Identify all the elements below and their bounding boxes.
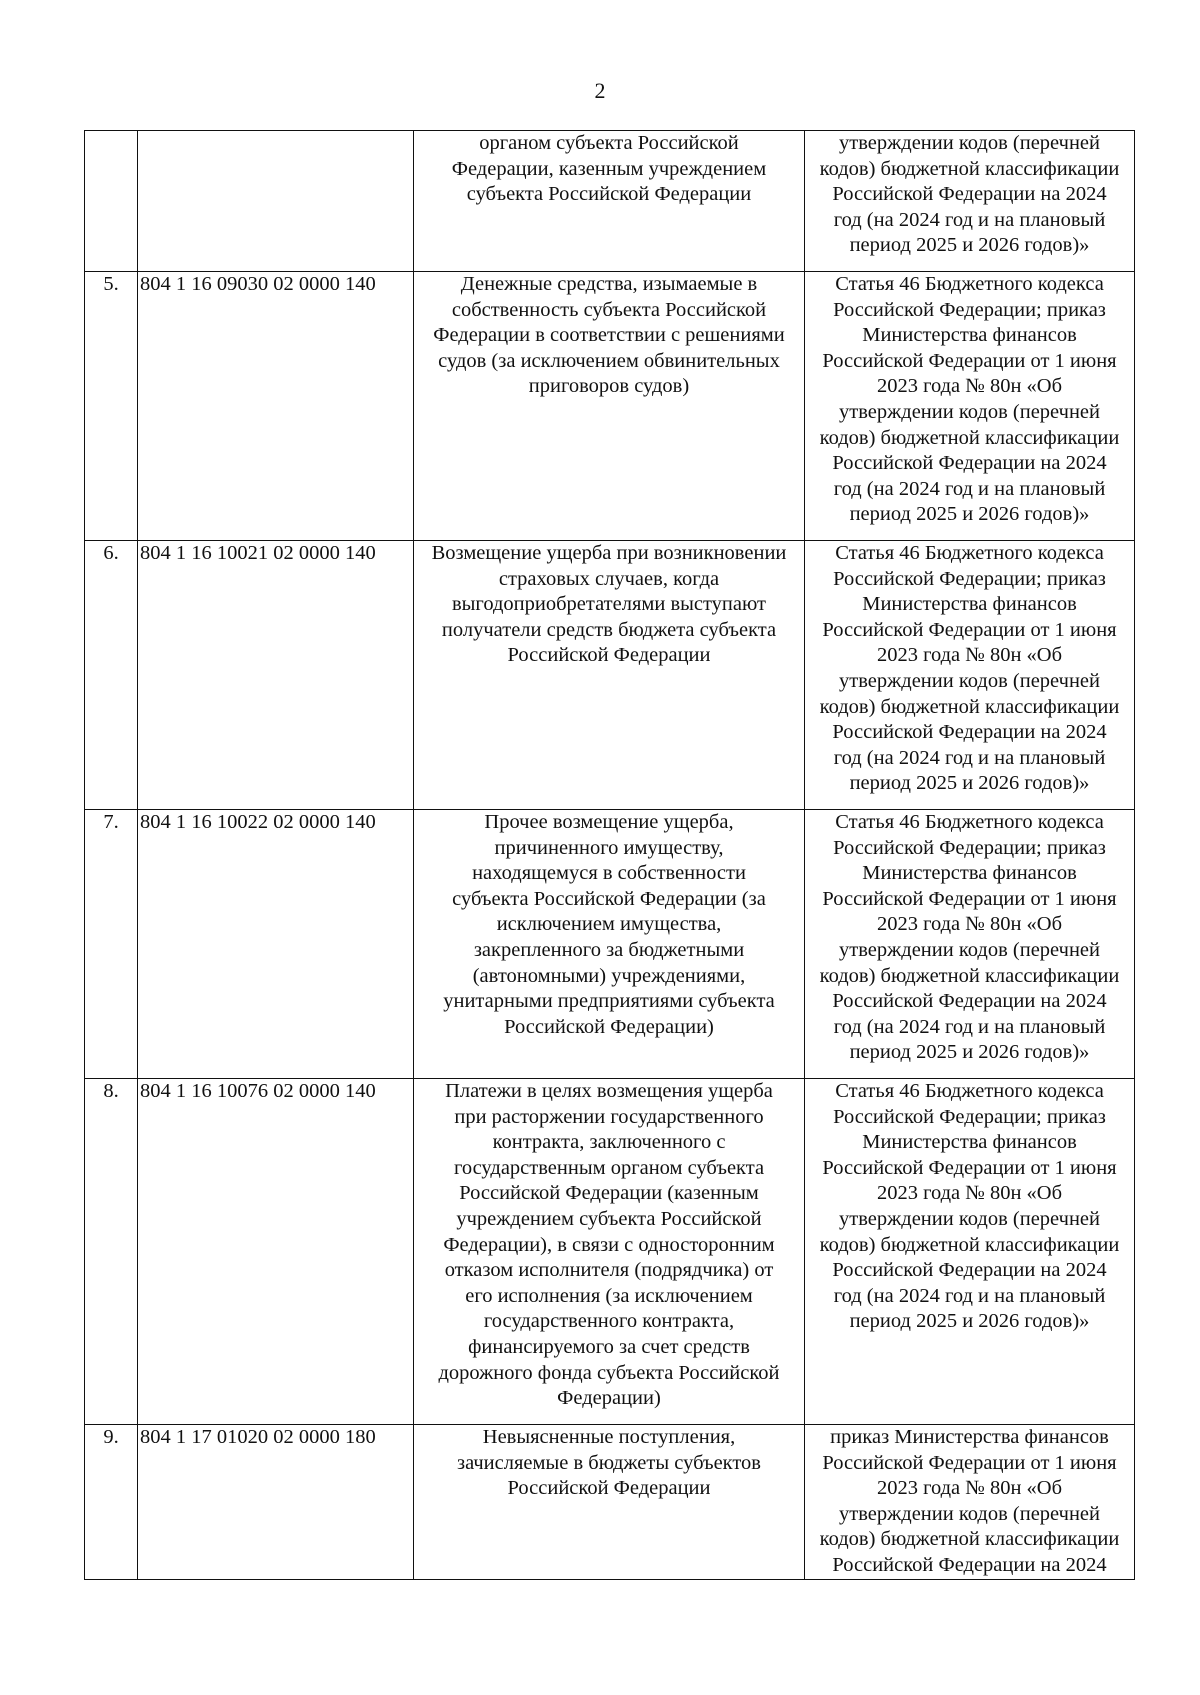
legal-basis: утверждении кодов (перечней кодов) бюджетной классификации Российской Федерации на 2024 год (на 2024 год и на плановый период 2025 и 2026 годов)» — [819, 132, 1120, 257]
name-cell — [414, 272, 805, 541]
code-cell — [138, 272, 414, 541]
budget-code: 804 1 16 10022 02 0000 140 — [140, 811, 376, 833]
legal-basis: Статья 46 Бюджетного кодекса Российской Федерации; приказ Министерства финансов Российской Федерации от 1 июня 2023 года № 80н «Об утверждении кодов (перечней кодов) бюджетной классификации Российской Федерации на 2024 год (на 2024 год и на плановый период 2025 и 2026 годов)» — [819, 542, 1120, 795]
legal-basis-cell — [805, 541, 1135, 810]
legal-basis: приказ Министерства финансов Российской Федерации от 1 июня 2023 года № 80н «Об утверждении кодов (перечней кодов) бюджетной классификации Российской Федерации на 2024 — [819, 1426, 1120, 1576]
code-cell — [138, 1425, 414, 1580]
row-number-cell — [85, 541, 138, 810]
table-row — [85, 1425, 1135, 1580]
code-cell — [138, 810, 414, 1079]
row-number: 5. — [103, 273, 119, 295]
code-cell — [138, 131, 414, 272]
name-cell — [414, 1079, 805, 1425]
budget-code: 804 1 16 10076 02 0000 140 — [140, 1080, 376, 1102]
legal-basis: Статья 46 Бюджетного кодекса Российской Федерации; приказ Министерства финансов Российской Федерации от 1 июня 2023 года № 80н «Об утверждении кодов (перечней кодов) бюджетной классификации Российской Федерации на 2024 год (на 2024 год и на плановый период 2025 и 2026 годов)» — [819, 1080, 1120, 1333]
legal-basis-cell — [805, 131, 1135, 272]
row-number-cell — [85, 1425, 138, 1580]
budget-code: 804 1 17 01020 02 0000 180 — [140, 1426, 376, 1448]
legal-basis-cell — [805, 1079, 1135, 1425]
table-row — [85, 541, 1135, 810]
table-row — [85, 131, 1135, 272]
revenue-codes-table — [84, 130, 1135, 1580]
name-cell — [414, 810, 805, 1079]
row-number-cell — [85, 1079, 138, 1425]
name-cell — [414, 1425, 805, 1580]
revenue-name: Прочее возмещение ущерба, причиненного имуществу, находящемуся в собственности субъекта Российской Федерации (за исключением имущества, закрепленного за бюджетными (автономными) учреждениями, унитарными предприятиями субъекта Российской Федерации) — [443, 811, 775, 1038]
row-number-cell — [85, 131, 138, 272]
row-number: 9. — [103, 1426, 119, 1448]
legal-basis-cell — [805, 1425, 1135, 1580]
code-cell — [138, 1079, 414, 1425]
legal-basis: Статья 46 Бюджетного кодекса Российской Федерации; приказ Министерства финансов Российской Федерации от 1 июня 2023 года № 80н «Об утверждении кодов (перечней кодов) бюджетной классификации Российской Федерации на 2024 год (на 2024 год и на плановый период 2025 и 2026 годов)» — [819, 811, 1120, 1064]
table-row — [85, 810, 1135, 1079]
row-number-cell — [85, 810, 138, 1079]
code-cell — [138, 541, 414, 810]
page-number: 2 — [594, 78, 606, 103]
revenue-name: Денежные средства, изымаемые в собственность субъекта Российской Федерации в соответствии с решениями судов (за исключением обвинительных приговоров судов) — [433, 273, 785, 398]
revenue-name: Невыясненные поступления, зачисляемые в бюджеты субъектов Российской Федерации — [456, 1426, 761, 1500]
legal-basis-cell — [805, 272, 1135, 541]
budget-code: 804 1 16 09030 02 0000 140 — [140, 273, 376, 295]
name-cell — [414, 131, 805, 272]
legal-basis-cell — [805, 810, 1135, 1079]
revenue-name: органом субъекта Российской Федерации, казенным учреждением субъекта Российской Федерации — [451, 132, 767, 206]
name-cell — [414, 541, 805, 810]
legal-basis: Статья 46 Бюджетного кодекса Российской Федерации; приказ Министерства финансов Российской Федерации от 1 июня 2023 года № 80н «Об утверждении кодов (перечней кодов) бюджетной классификации Российской Федерации на 2024 год (на 2024 год и на плановый период 2025 и 2026 годов)» — [819, 273, 1120, 526]
table-row — [85, 272, 1135, 541]
revenue-name: Платежи в целях возмещения ущерба при расторжении государственного контракта, заключенного с государственным органом субъекта Российской Федерации (казенным учреждением субъекта Российской Федерации), в связи с односторонним отказом исполнителя (подрядчика) от его исполнения (за исключением государственного контракта, финансируемого за счет средств дорожного фонда субъекта Российской Федерации) — [438, 1080, 780, 1410]
row-number: 8. — [103, 1080, 119, 1102]
budget-code: 804 1 16 10021 02 0000 140 — [140, 542, 376, 564]
table-row — [85, 1079, 1135, 1425]
revenue-name: Возмещение ущерба при возникновении страховых случаев, когда выгодоприобретателями выступают получатели средств бюджета субъекта Российской Федерации — [431, 542, 787, 667]
row-number-cell — [85, 272, 138, 541]
row-number: 6. — [103, 542, 119, 564]
row-number: 7. — [103, 811, 119, 833]
